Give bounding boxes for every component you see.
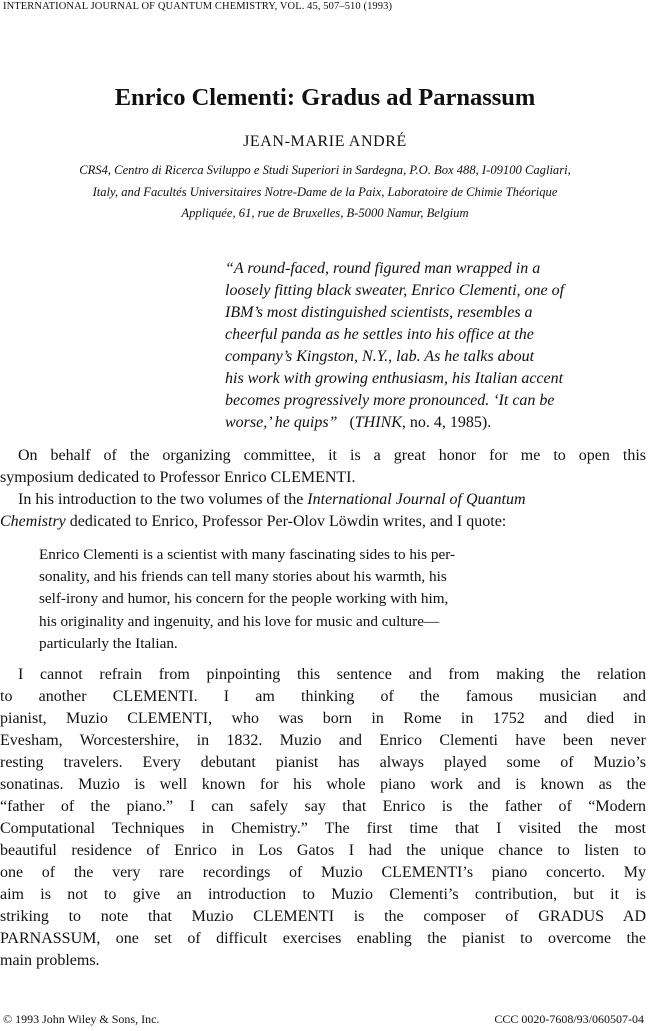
paragraph-line: Evesham, Worcestershire, in 1832. Muzio and Enrico Clementi have been never	[0, 732, 646, 749]
epigraph-line: becomes progressively more pronounced. ‘It can be	[225, 392, 555, 409]
epigraph-line: company’s Kingston, N.Y., lab. As he talks about	[225, 348, 535, 365]
paragraph-text: dedicated to Enrico, Professor Per-Olov Löwdin writes, and I quote:	[65, 513, 507, 530]
footer-ccc-code: CCC 0020-7608/93/060507-04	[494, 1012, 644, 1026]
paragraph-text: In his introduction to the two volumes of the	[18, 491, 308, 508]
quote-line: particularly the Italian.	[39, 634, 178, 652]
epigraph-source-open: (	[349, 414, 355, 431]
paragraph-line: I cannot refrain from pinpointing this sentence and from making the relation	[18, 666, 646, 683]
affiliation-line: Italy, and Facultés Universitaires Notre-Dame de la Paix, Laboratoire de Chimie Théorique	[92, 184, 558, 199]
lowdin-quote	[39, 544, 609, 655]
epigraph-source-detail: , no. 4, 1985).	[401, 414, 492, 431]
quote-line: sonality, and his friends can tell many stories about his warmth, his	[39, 568, 447, 586]
paragraph-opening	[0, 445, 646, 489]
quote-line: self-irony and humor, his concern for the people working with him,	[39, 590, 449, 608]
paragraph-line: beautiful residence of Enrico in Los Gatos I had the unique chance to listen to	[0, 842, 646, 859]
epigraph-line: “A round-faced, round figured man wrapped in a	[225, 260, 541, 277]
epigraph-line: IBM’s most distinguished scientists, resembles a	[225, 304, 533, 321]
running-head: INTERNATIONAL JOURNAL OF QUANTUM CHEMISTRY, VOL. 45, 507–510 (1993)	[3, 1, 393, 12]
paragraph-line: striking to note that Muzio CLEMENTI is the composer of GRADUS AD	[0, 908, 646, 925]
paragraph-introduction	[0, 489, 646, 533]
paragraph-line: sonatinas. Muzio is well known for his whole piano work and is known as the	[0, 776, 646, 793]
paragraph-line: “father of the piano.” I can safely say that Enrico is the father of “Modern	[0, 798, 646, 815]
paragraph-line: symposium dedicated to Professor Enrico CLEMENTI.	[0, 469, 356, 486]
affiliation-line: Appliquée, 61, rue de Bruxelles, B-5000 Namur, Belgium	[181, 206, 469, 221]
epigraph-last-line	[225, 412, 650, 434]
epigraph	[225, 258, 650, 434]
article-title: Enrico Clementi: Gradus ad Parnassum	[114, 84, 536, 111]
paragraph-muzio-clementi	[0, 664, 646, 972]
author-affiliation	[10, 160, 640, 225]
author-name: JEAN-MARIE ANDRÉ	[243, 133, 407, 150]
epigraph-quote-end: worse,’ he quips”	[225, 414, 338, 431]
paragraph-line: to another CLEMENTI. I am thinking of the famous musician and	[0, 688, 646, 705]
paragraph-line: main problems.	[0, 952, 100, 969]
paragraph-line: PARNASSUM, one set of difficult exercises enabling the pianist to overcome the	[0, 930, 646, 947]
affiliation-line: CRS4, Centro di Ricerca Sviluppo e Studi Superiori in Sardegna, P.O. Box 488, I-09100 Cagliari,	[79, 163, 571, 177]
epigraph-line: loosely fitting black sweater, Enrico Clementi, one of	[225, 282, 565, 299]
footer-copyright: © 1993 John Wiley & Sons, Inc.	[3, 1012, 160, 1026]
paragraph-line	[0, 511, 646, 533]
quote-line: Enrico Clementi is a scientist with many fascinating sides to his per-	[39, 546, 456, 563]
epigraph-line: his work with growing enthusiasm, his Italian accent	[225, 370, 564, 387]
paragraph-line: one of the very rare recordings of Muzio CLEMENTI’s piano concerto. My	[0, 864, 646, 881]
paragraph-line	[0, 489, 646, 511]
epigraph-line: cheerful panda as he settles into his office at the	[225, 326, 534, 343]
paragraph-line: Computational Techniques in Chemistry.” The first time that I visited the most	[0, 820, 646, 837]
quote-line: his originality and ingenuity, and his love for music and culture—	[39, 612, 440, 630]
paragraph-line: aim is not to give an introduction to Muzio Clementi’s contribution, but it is	[0, 886, 646, 903]
journal-title: Chemistry	[0, 513, 66, 530]
epigraph-source-title: THINK	[354, 414, 402, 431]
paragraph-line: resting travelers. Every debutant pianist has always played some of Muzio’s	[0, 754, 646, 771]
paragraph-line: On behalf of the organizing committee, it is a great honor for me to open this	[18, 447, 646, 464]
paragraph-line: pianist, Muzio CLEMENTI, who was born in Rome in 1752 and died in	[0, 710, 646, 727]
journal-title: International Journal of Quantum	[307, 491, 526, 508]
